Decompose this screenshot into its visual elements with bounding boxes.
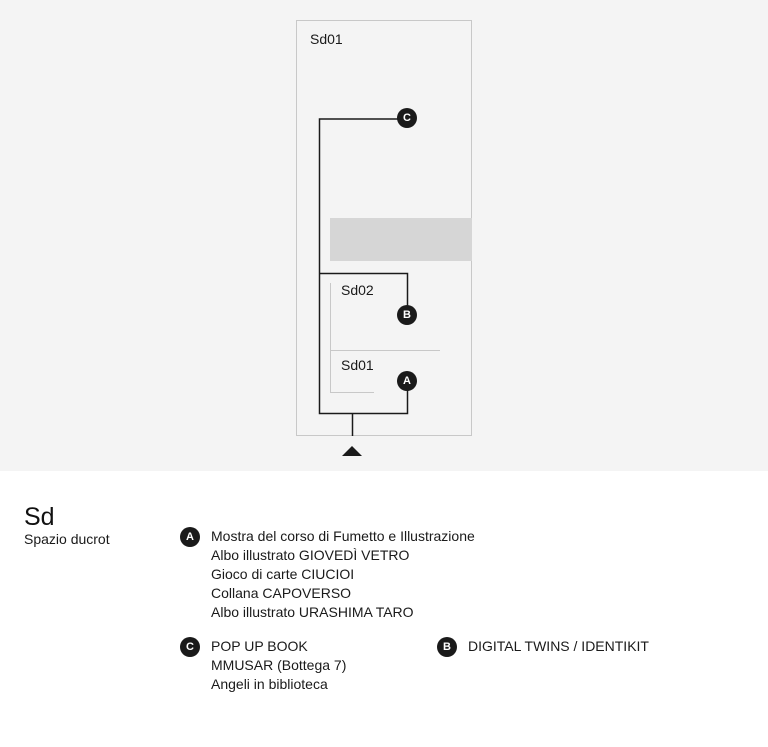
list-item: Mostra del corso di Fumetto e Illustrazione (211, 528, 475, 544)
room-label-sd02: Sd02 (341, 282, 374, 298)
entrance-arrow-icon (342, 446, 362, 456)
legend-list-b (468, 637, 649, 656)
space-code: Sd (24, 503, 55, 531)
list-item: Angeli in biblioteca (211, 676, 328, 692)
room-block (330, 218, 472, 261)
legend-badge-c: C (180, 637, 200, 657)
legend-badge-b: B (437, 637, 457, 657)
space-name: Spazio ducrot (24, 531, 110, 547)
list-item: Albo illustrato URASHIMA TARO (211, 604, 414, 620)
list-item: MMUSAR (Bottega 7) (211, 657, 347, 673)
room-label-sd01-inner: Sd01 (341, 357, 374, 373)
legend-badge-a: A (180, 527, 200, 547)
legend-list-c (211, 637, 346, 694)
legend (0, 471, 768, 747)
map-pin-c[interactable]: C (397, 108, 417, 128)
room-label-main: Sd01 (310, 31, 343, 47)
list-item: Collana CAPOVERSO (211, 585, 352, 601)
list-item: Albo illustrato GIOVEDÌ VETRO (211, 547, 410, 563)
list-item: POP UP BOOK (211, 638, 308, 654)
map-pin-b[interactable]: B (397, 305, 417, 325)
list-item: DIGITAL TWINS / IDENTIKIT (468, 638, 649, 654)
map-pin-a[interactable]: A (397, 371, 417, 391)
list-item: Gioco di carte CIUCIOI (211, 566, 355, 582)
legend-list-a (211, 527, 475, 622)
